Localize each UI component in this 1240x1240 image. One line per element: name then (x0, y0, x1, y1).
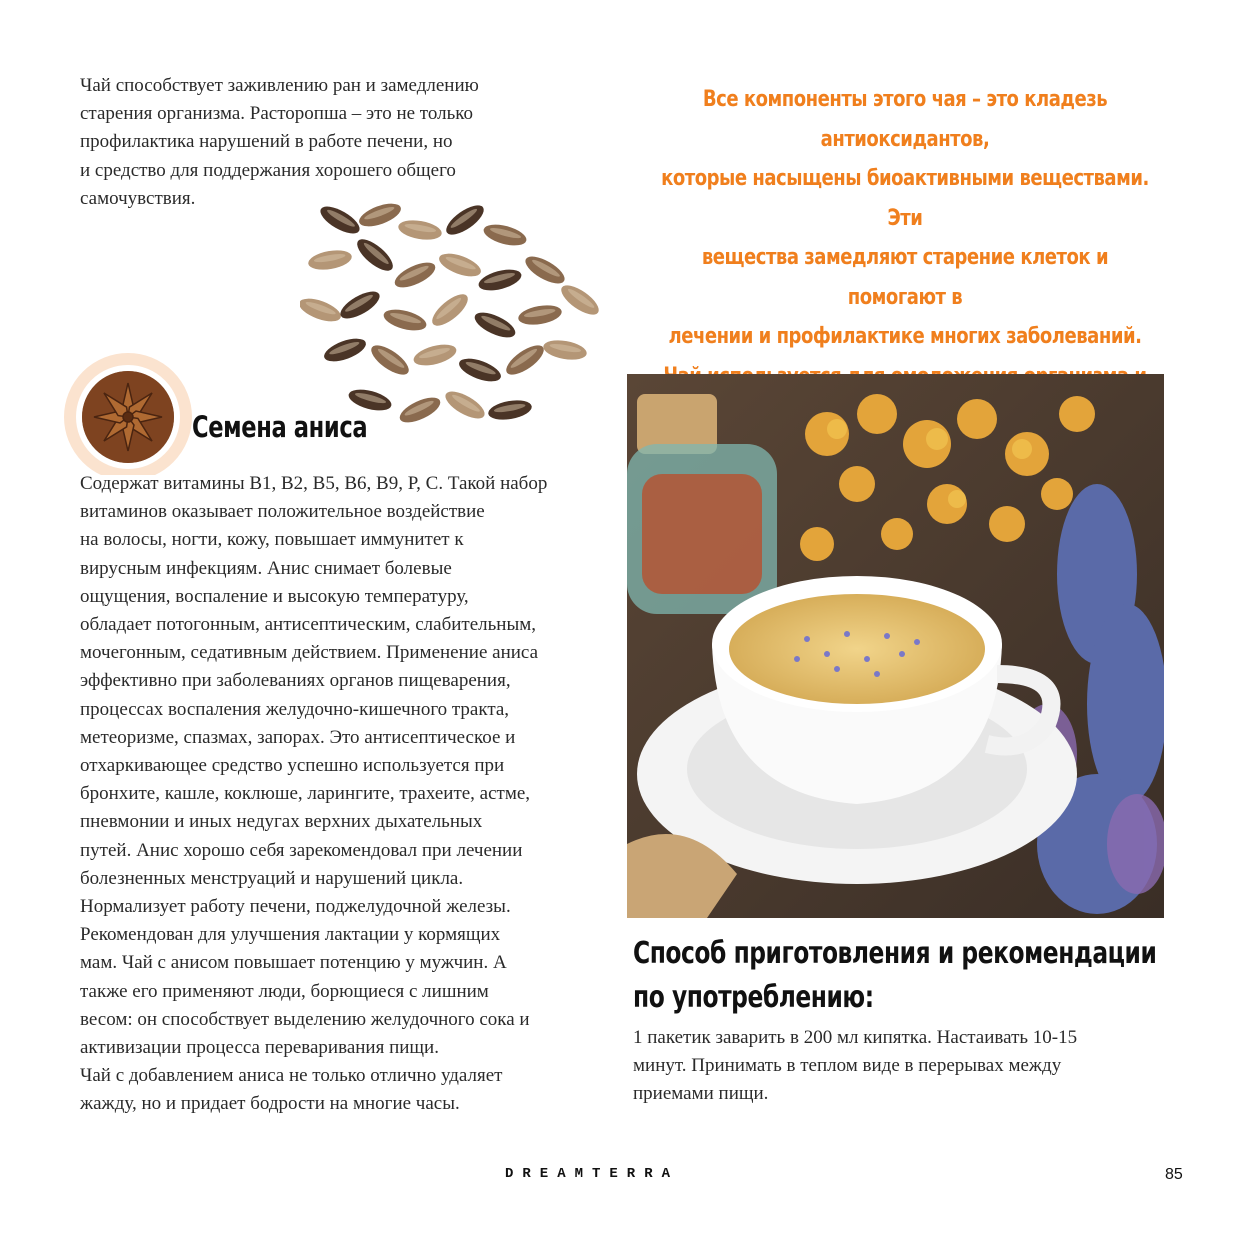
seed-shape (427, 289, 472, 331)
seed-shape (542, 337, 588, 362)
seed-shape (441, 386, 488, 424)
herbal-tea-photo (627, 374, 1164, 918)
page-number: 85 (1165, 1166, 1183, 1183)
seed-shape (396, 393, 443, 428)
seed-shape (307, 247, 353, 272)
seed-shape (300, 294, 344, 326)
seed-shape (411, 341, 458, 370)
seed-shape (381, 306, 428, 335)
seed-shape (356, 200, 404, 231)
seed-shape (557, 280, 603, 320)
milk-thistle-seeds-image (300, 200, 610, 440)
seed-shape (336, 286, 383, 324)
seed-shape (502, 340, 548, 380)
seed-shape (316, 201, 363, 239)
seed-shape (481, 221, 528, 250)
seed-shape (456, 354, 504, 386)
seed-shape (367, 340, 413, 380)
seed-shape (352, 234, 397, 276)
anise-heading: Семена аниса (192, 410, 368, 444)
seed-shape (321, 334, 369, 366)
preparation-paragraph: 1 пакетик заварить в 200 мл кипятка. Настаивать 10-15 минут. Принимать в теплом виде в перерывах между приемами пищи. (633, 1027, 1078, 1105)
highlight-quote: Все компоненты этого чая – это кладезь антиоксидантов, которые насыщены биоактивными веществами. Эти вещества замедляют старение клеток и помогают в лечении и профилактике многих заболеваний. (661, 87, 1149, 349)
seed-shape (436, 249, 484, 281)
intro-paragraph: Чай способствует заживлению ран и замедлению старения организма. Расторопша – это не только профилактика нарушений в работе печени, но и средство для поддержания хорошего общего самочувствия. (80, 75, 479, 209)
seed-shape (521, 251, 568, 289)
seed-shape (476, 266, 523, 295)
seed-shape (442, 200, 488, 240)
seed-shape (471, 308, 518, 343)
brand-logo: DREAMTERRA (505, 1166, 680, 1182)
seed-shape (391, 258, 438, 293)
star-anise-image (50, 345, 200, 475)
anise-paragraph: Содержат витамины B1, B2, B5, B6, B9, P, C. Такой набор витаминов оказывает положительное воздействие на волосы, ногти, кожу, повышает иммунитет к вирусным инфекциям. Анис снимает болевые ощущения, воспаление и высокую температуру, обладает потогонным, антисептическим, слабительным, мочегонным, седативным действием. Применение аниса эффективно при заболеваниях органов пищеварения, процессах воспаления желудочно-кишечного тракта, метеоризме, спазмах, запорах. Это антисептическое и отхаркивающее средство успешно используется при бронхите, кашле, коклюше, ларингите, трахеите, астме, пневмонии и иных недугах верхних дыхательных путей. Анис хорошо себя зарекомендовал при лечении болезненных менструаций и нарушений цикла. Нормализует работу печени, поджелудочной железы. Рекомендован для улучшения лактации у кормящих мам. Чай с анисом повышает потенцию у мужчин. А также его применяют люди, борющиеся с лишним весом: он способствует выделению желудочного сока и активизации процесса переваривания пищи. Чай с добавлением аниса не только отлично удаляет жажду, но и придает бодрости на многие часы. (80, 473, 548, 1115)
preparation-heading: Способ приготовления и рекомендации по употреблению: (633, 936, 1157, 1015)
seed-shape (397, 217, 443, 242)
seed-shape (517, 302, 563, 327)
seed-shape (487, 397, 533, 422)
